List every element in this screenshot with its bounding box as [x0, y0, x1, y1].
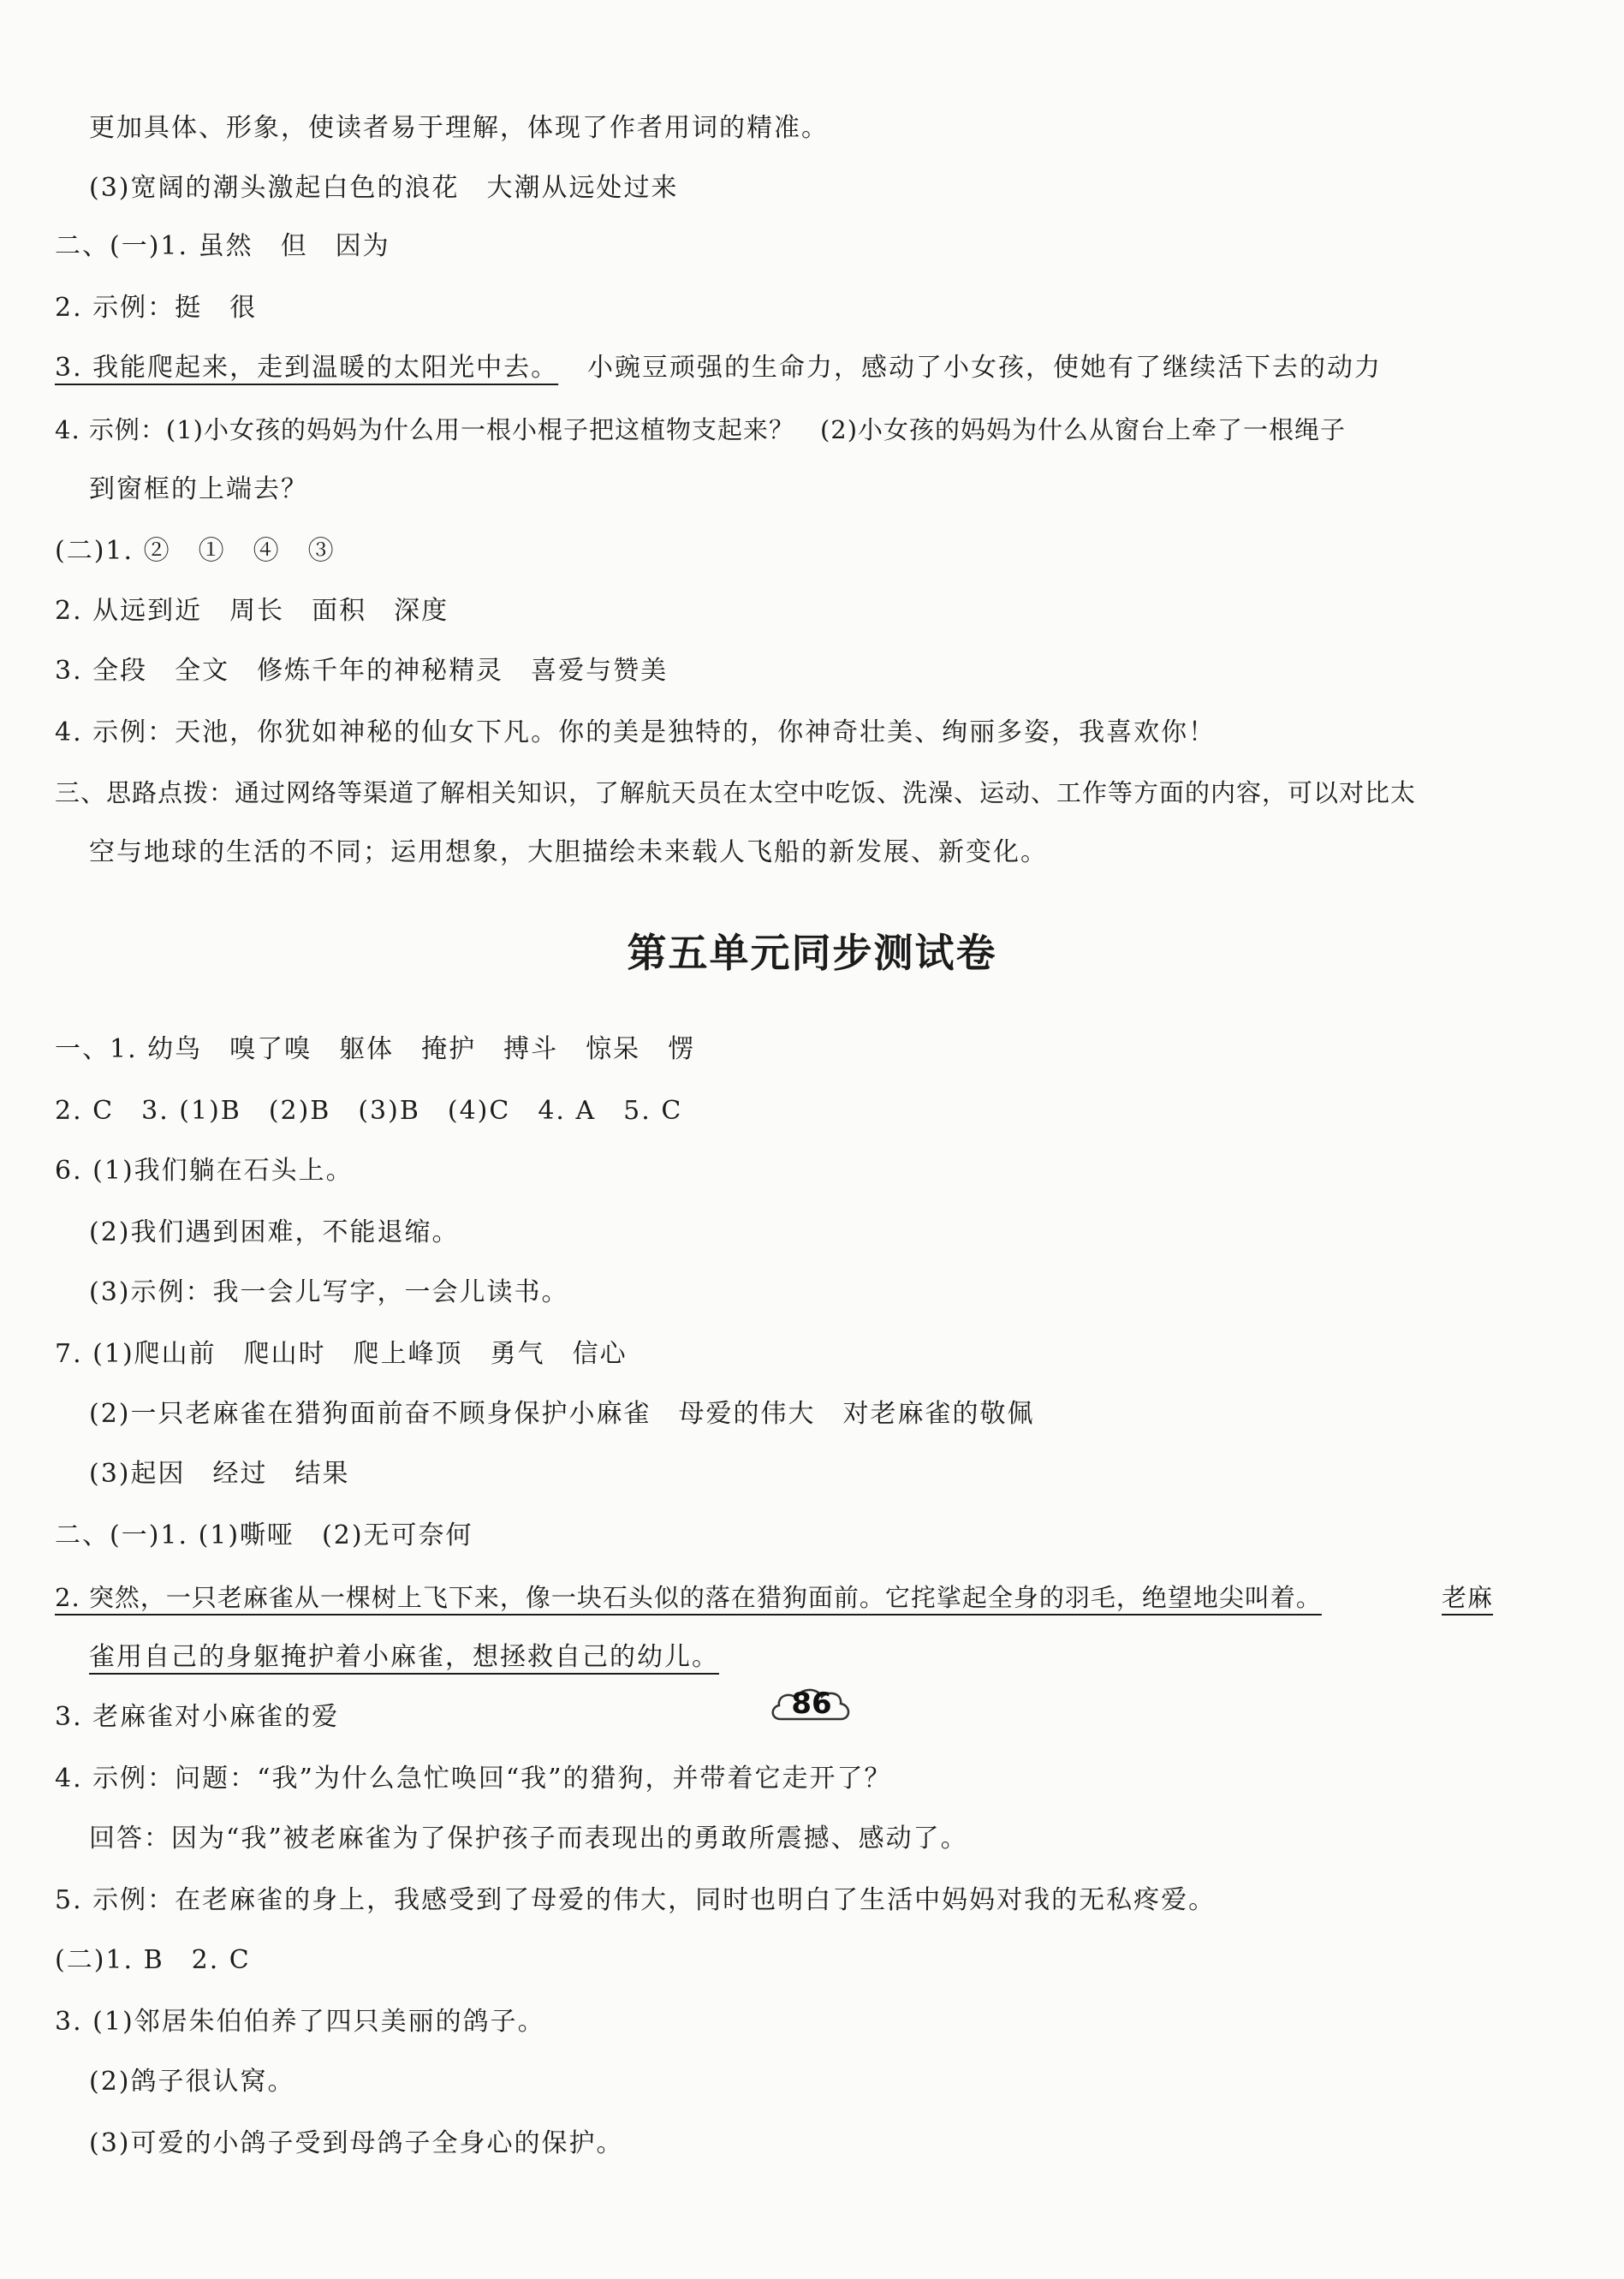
text-line: 回答：因为“我”被老麻雀为了保护孩子而表现出的勇敢所震撼、感动了。: [89, 1824, 968, 1854]
text-line: 4. 示例：问题：“我”为什么急忙唤回“我”的猎狗，并带着它走开了？: [55, 1764, 892, 1794]
page-number: 86: [791, 1687, 832, 1721]
text-line: 2. 从远到近 周长 面积 深度: [55, 596, 449, 626]
underlined-answer: 3. 我能爬起来，走到温暖的太阳光中去。: [55, 353, 559, 383]
text-line: (2)鸽子很认窝。: [89, 2067, 295, 2097]
text-line: 空与地球的生活的不同；运用想象，大胆描绘未来载人飞船的新发展、新变化。: [89, 837, 1048, 867]
text-line: 二、(一)1. (1)嘶哑 (2)无可奈何: [55, 1520, 473, 1550]
text-line: 到窗框的上端去？: [89, 474, 308, 504]
text-line: 4. 示例：(1)小女孩的妈妈为什么用一根小棍子把这植物支起来？ (2)小女孩的妈妈为什么从窗台上牵了一根绳子: [55, 415, 1347, 444]
underlined-answer: 2. 突然，一只老麻雀从一棵树上飞下来，像一块石头似的落在猎狗面前。它挓挲起全身的羽毛，绝望地尖叫着。: [55, 1583, 1322, 1612]
text-line: 2. 示例：挺 很: [55, 293, 258, 323]
text-line: 更加具体、形象，使读者易于理解，体现了作者用词的精准。: [89, 113, 829, 143]
text-line: (3)宽阔的潮头激起白色的浪花 大潮从远处过来: [89, 173, 679, 203]
text-line: 小豌豆顽强的生命力，感动了小女孩，使她有了继续活下去的动力: [587, 353, 1382, 383]
text-line: (二)1. ② ① ④ ③: [55, 536, 336, 566]
text-line: 三、思路点拨：通过网络等渠道了解相关知识，了解航天员在太空中吃饭、洗澡、运动、工作等方面的内容，可以对比太: [55, 778, 1417, 807]
text-line: 3. 老麻雀对小麻雀的爱: [55, 1702, 340, 1732]
text-line: 3. 全段 全文 修炼千年的神秘精灵 喜爱与赞美: [55, 656, 669, 686]
text-line: (3)示例：我一会儿写字，一会儿读书。: [89, 1277, 569, 1307]
text-line: 3. (1)邻居朱伯伯养了四只美丽的鸽子。: [55, 2007, 545, 2037]
underlined-answer: 雀用自己的身躯掩护着小麻雀，想拯救自己的幼儿。: [89, 1642, 719, 1672]
text-line: (2)我们遇到困难，不能退缩。: [89, 1217, 460, 1247]
text-line: (2)一只老麻雀在猎狗面前奋不顾身保护小麻雀 母爱的伟大 对老麻雀的敬佩: [89, 1399, 1035, 1429]
text-line: (3)起因 经过 结果: [89, 1459, 350, 1489]
text-line: 一、1. 幼鸟 嗅了嗅 躯体 掩护 搏斗 惊呆 愣: [55, 1034, 696, 1064]
text-line: 4. 示例：天池，你犹如神秘的仙女下凡。你的美是独特的，你神奇壮美、绚丽多姿，我喜欢你！: [55, 717, 1217, 747]
text-line: 6. (1)我们躺在石头上。: [55, 1156, 354, 1186]
text-line: 7. (1)爬山前 爬山时 爬上峰顶 勇气 信心: [55, 1339, 628, 1369]
text-line: 二、(一)1. 虽然 但 因为: [55, 231, 390, 261]
section-title: 第五单元同步测试卷: [627, 930, 997, 976]
text-line: (3)可爱的小鸽子受到母鸽子全身心的保护。: [89, 2128, 624, 2158]
text-line: 2. C 3. (1)B (2)B (3)B (4)C 4. A 5. C: [55, 1096, 683, 1126]
text-line: (二)1. B 2. C: [55, 1945, 251, 1975]
text-line: 5. 示例：在老麻雀的身上，我感受到了母爱的伟大，同时也明白了生活中妈妈对我的无私疼爱。: [55, 1885, 1217, 1915]
underlined-answer: 老麻: [1442, 1583, 1494, 1612]
